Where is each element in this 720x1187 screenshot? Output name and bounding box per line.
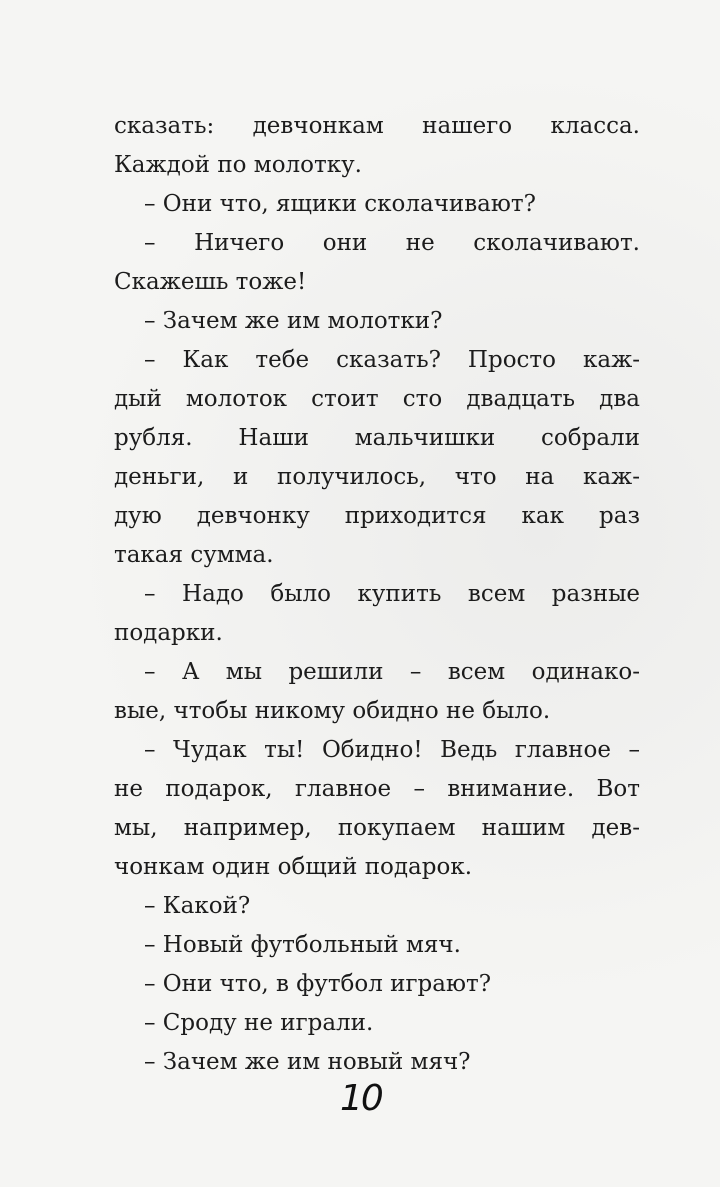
text-line: дую девчонку приходится как раз [114,503,640,529]
text-line: – Зачем же им новый мяч? [144,1049,471,1075]
text-line: не подарок, главное – внимание. Вот [114,776,640,802]
text-line: чонкам один общий подарок. [114,854,473,880]
text-line: – Сроду не играли. [144,1010,374,1036]
text-line: – Зачем же им молотки? [144,308,443,334]
text-line: сказать: девчонкам нашего класса. [114,113,640,139]
text-line: – Надо было купить всем разные [144,581,640,607]
text-line: Каждой по молотку. [114,152,362,178]
text-line: Скажешь тоже! [114,269,307,295]
text-line: – А мы решили – всем одинако- [144,659,640,685]
text-line: – Чудак ты! Обидно! Ведь главное – [144,737,640,763]
text-line: – Ничего они не сколачивают. [144,230,640,256]
text-line: – Какой? [144,893,251,919]
text-line: – Они что, в футбол играют? [144,971,492,997]
text-line: – Как тебе сказать? Просто каж- [144,347,640,373]
text-line: мы, например, покупаем нашим дев- [114,815,640,841]
text-line: подарки. [114,620,223,646]
text-line: деньги, и получилось, что на каж- [114,464,640,490]
text-line: вые, чтобы никому обидно не было. [114,698,551,724]
text-line: такая сумма. [114,542,274,568]
text-line: рубля. Наши мальчишки собрали [114,425,640,451]
text-line: – Новый футбольный мяч. [144,932,461,958]
text-line: – Они что, ящики сколачивают? [144,191,536,217]
page-number: 10 [340,1078,382,1119]
page-text [114,107,640,1082]
text-line: дый молоток стоит сто двадцать два [114,386,640,412]
